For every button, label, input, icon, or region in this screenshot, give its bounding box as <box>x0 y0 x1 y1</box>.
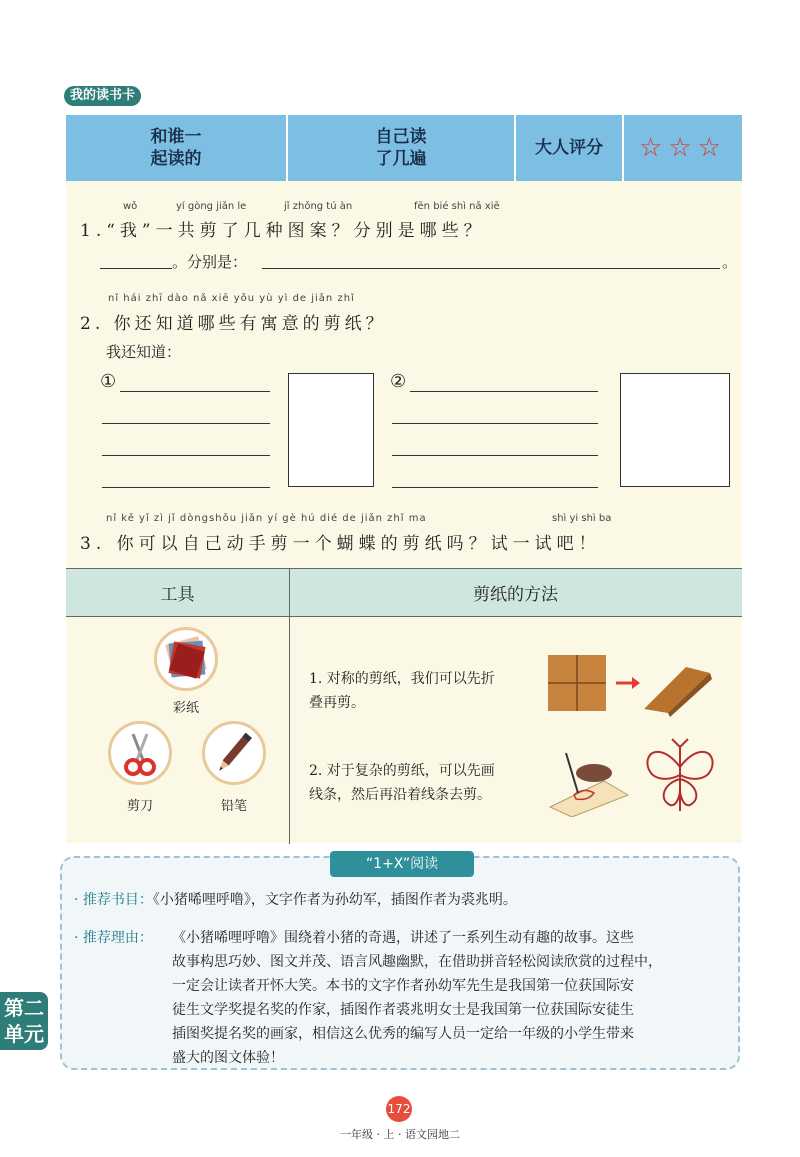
tool-label-paper: 彩纸 <box>172 701 199 716</box>
question-2: 2. 你还知道哪些有寓意的剪纸？ <box>80 314 387 334</box>
q2-line-1c[interactable] <box>102 455 270 456</box>
recommend-reason-label: · 推荐理由： <box>74 930 153 946</box>
reading-card <box>66 115 742 843</box>
papercut-table <box>66 568 742 843</box>
q1-pinyin-3: jǐ zhǒng tú àn <box>284 201 353 212</box>
q1-answer-count-line[interactable] <box>100 268 172 269</box>
q2-line-2a[interactable] <box>410 391 598 392</box>
table-divider <box>289 569 290 844</box>
card-header <box>66 115 742 181</box>
colored-paper-icon <box>154 627 218 691</box>
header-read-times: 自己读 了几遍 <box>288 115 516 181</box>
q2-line-2d[interactable] <box>392 487 598 488</box>
table-head-method: 剪纸的方法 <box>289 569 742 617</box>
recommend-book-text: 《小猪唏哩呼噜》，文字作者为孙幼军，插图作者为裘兆明。 <box>152 892 517 908</box>
header-stars[interactable] <box>624 115 742 181</box>
q1-pinyin-4: fēn bié shì nǎ xiē <box>414 201 500 212</box>
q1-answer-names-line[interactable] <box>262 268 720 269</box>
q2-line-1d[interactable] <box>102 487 270 488</box>
method-1-text: 1. 对称的剪纸，我们可以先折 叠再剪。 <box>309 671 495 711</box>
q2-line-1b[interactable] <box>102 423 270 424</box>
q1-end-mark: 。 <box>722 253 738 271</box>
q3-pinyin-1: nǐ kě yǐ zì jǐ dòngshǒu jiǎn yí gè hú dié de jiǎn zhǐ ma <box>106 513 427 524</box>
q2-drawing-box-1[interactable] <box>288 373 374 487</box>
recommend-book-label: · 推荐书目： <box>74 892 153 908</box>
q2-prompt: 我还知道： <box>106 343 182 361</box>
page-footer: 一年级 · 上 · 语文园地二 <box>340 1128 460 1141</box>
question-1: 1.“我”一共剪了几种图案？分别是哪些？ <box>80 221 486 241</box>
unit-side-tab: 第二 单元 <box>0 992 48 1050</box>
q2-line-1a[interactable] <box>120 391 270 392</box>
pencil-icon <box>202 721 266 785</box>
q2-mark-2: ② <box>390 371 407 392</box>
header-adult-score: 大人评分 <box>516 115 624 181</box>
q1-fill-suffix: 。分别是： <box>172 253 248 271</box>
table-head-tools: 工具 <box>66 569 289 617</box>
reading-card-tag: 我的读书卡 <box>64 86 141 106</box>
tool-label-scissors: 剪刀 <box>126 799 153 814</box>
q1-pinyin-2: yí gòng jiǎn le <box>176 201 247 212</box>
q1-pinyin-1: wǒ <box>123 201 138 212</box>
method-2-text: 2. 对于复杂的剪纸，可以先画 线条，然后再沿着线条去剪。 <box>309 763 495 803</box>
q2-line-2b[interactable] <box>392 423 598 424</box>
recommend-book-row <box>74 888 517 912</box>
fold-paper-illustration <box>544 651 716 717</box>
recommend-reason-text: 《小猪唏哩呼噜》围绕着小猪的奇遇，讲述了一系列生动有趣的故事。这些 故事构思巧妙、图文并茂、语言风趣幽默，在借助拼音轻松阅读欣赏的过程中， 一定会让读者开怀大笑。本书的文字作者孙幼军先生是我国第一位获国际安 徒生文学奖提名奖的作家，插图作者裘兆明女士是我国第一位获国际安徒生 插图奖提名奖的画家，相信这么优秀的编写人员一定给一年级的小学生带来 盛大的图文体验！ <box>172 930 662 1066</box>
q2-mark-1: ① <box>100 371 117 392</box>
q2-line-2c[interactable] <box>392 455 598 456</box>
header-read-with: 和谁一 起读的 <box>66 115 288 181</box>
draw-and-cut-illustration <box>544 737 724 817</box>
q3-pinyin-2: shì yi shì ba <box>552 513 612 524</box>
page-number: 172 <box>386 1096 412 1122</box>
rating-stars-icon[interactable]: ☆☆☆ <box>639 133 727 163</box>
q2-drawing-box-2[interactable] <box>620 373 730 487</box>
recommend-title: “1+X”阅读 <box>330 851 474 877</box>
q2-pinyin: nǐ hái zhī dào nǎ xiē yǒu yù yì de jiǎn zhǐ <box>108 293 355 304</box>
tool-label-pencil: 铅笔 <box>220 799 247 814</box>
question-3: 3. 你可以自己动手剪一个蝴蝶的剪纸吗？试一试吧！ <box>80 534 601 554</box>
scissors-icon <box>108 721 172 785</box>
